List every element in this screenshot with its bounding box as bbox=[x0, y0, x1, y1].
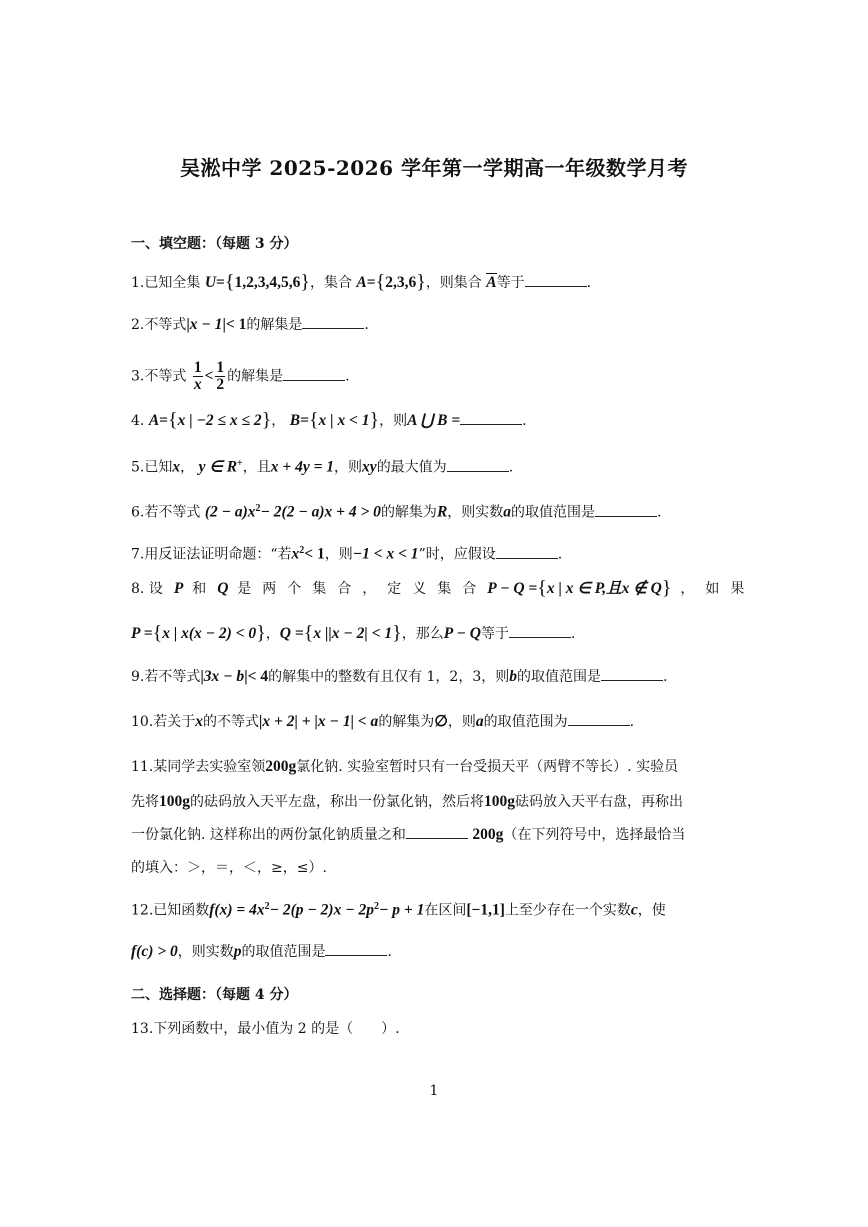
question-7: 7.用反证法证明命题：“若$x^2< 1$，则−1 < x < 1”时，应假设 . bbox=[131, 545, 563, 563]
answer-blank bbox=[568, 713, 630, 726]
answer-blank bbox=[525, 274, 587, 287]
answer-blank bbox=[496, 546, 558, 559]
question-8: 8. 设P 和Q 是两个集合，定义集合P − Q ={x | x ∈ P,且x ∉ Q} ，如果 bbox=[131, 577, 756, 599]
section-multiple-choice: 二、选择题：（每题 4 分） bbox=[131, 987, 298, 1003]
answer-blank bbox=[283, 368, 345, 381]
question-9: 9.若不等式|3x − b|< 4的解集中的整数有且仅有 1，2，3，则b的取值范围是 . bbox=[131, 668, 668, 685]
page-number: 1 bbox=[429, 1083, 439, 1099]
answer-blank bbox=[447, 459, 509, 472]
question-12: 12.已知函数$f(x) = 4x^2- 2(p - 2)x - 2p^2- p + 1$在区间[−1,1]上至少存在一个实数c，使 bbox=[131, 901, 666, 919]
section-fill-in: 一、填空题：（每题 3 分） bbox=[131, 236, 298, 252]
answer-blank bbox=[460, 412, 522, 425]
answer-blank bbox=[509, 625, 571, 638]
answer-blank bbox=[325, 943, 387, 956]
answer-blank bbox=[302, 316, 364, 329]
answer-blank bbox=[601, 668, 663, 681]
question-6: 6.若不等式 $(2 - a)x^2- 2(2 - a)x + 4 > 0$的解集为R，则实数a的取值范围是 . bbox=[131, 503, 662, 521]
question-3: 3.不等式 $\frac{1}{x}$ < $\frac{1}{2}$ 的解集是 . bbox=[131, 359, 350, 393]
question-2: 2.不等式|x − 1|< 1的解集是 . bbox=[131, 316, 369, 333]
answer-blank bbox=[595, 504, 657, 517]
question-11-line-4: 的填入：＞，＝，＜，≥，≤）. bbox=[131, 860, 327, 876]
question-13: 13.下列函数中，最小值为 2 的是（ ）. bbox=[131, 1021, 400, 1037]
question-4: 4. A={x | −2 ≤ x ≤ 2}， B={x | x < 1}，则A ⋃ B = . bbox=[131, 409, 527, 431]
question-11-line-3: 一份氯化钠. 这样称出的两份氯化钠质量之和 200g（在下列符号中，选择最恰当 bbox=[131, 826, 686, 843]
question-1: 1.已知全集 U={1,2,3,4,5,6}，集合 A={2,3,6}，则集合 A等于 . bbox=[131, 271, 592, 293]
question-12-line-2: f(c) > 0，则实数p的取值范围是 . bbox=[131, 943, 392, 960]
exam-title: 吴淞中学 2025-2026 学年第一学期高一年级数学月考 bbox=[179, 156, 689, 180]
question-5: 5.已知x， y ∈ R+，且x + 4y = 1，则xy的最大值为 . bbox=[131, 458, 514, 476]
question-11-line-2: 先将100g的砝码放入天平左盘，称出一份氯化钠，然后将100g砝码放入天平右盘，再称出 bbox=[131, 793, 683, 810]
answer-blank bbox=[406, 826, 468, 839]
question-11: 11.某同学去实验室领200g氯化钠. 实验室暂时只有一台受损天平（两臂不等长）. 实验员 bbox=[131, 758, 679, 775]
question-10: 10.若关于x的不等式|x + 2| + |x − 1| < a的解集为∅，则a的取值范围为 . bbox=[131, 713, 635, 730]
question-8-line-2: P ={x | x(x − 2) < 0}，Q ={x ||x − 2| < 1}，那么P − Q等于 . bbox=[131, 622, 576, 644]
